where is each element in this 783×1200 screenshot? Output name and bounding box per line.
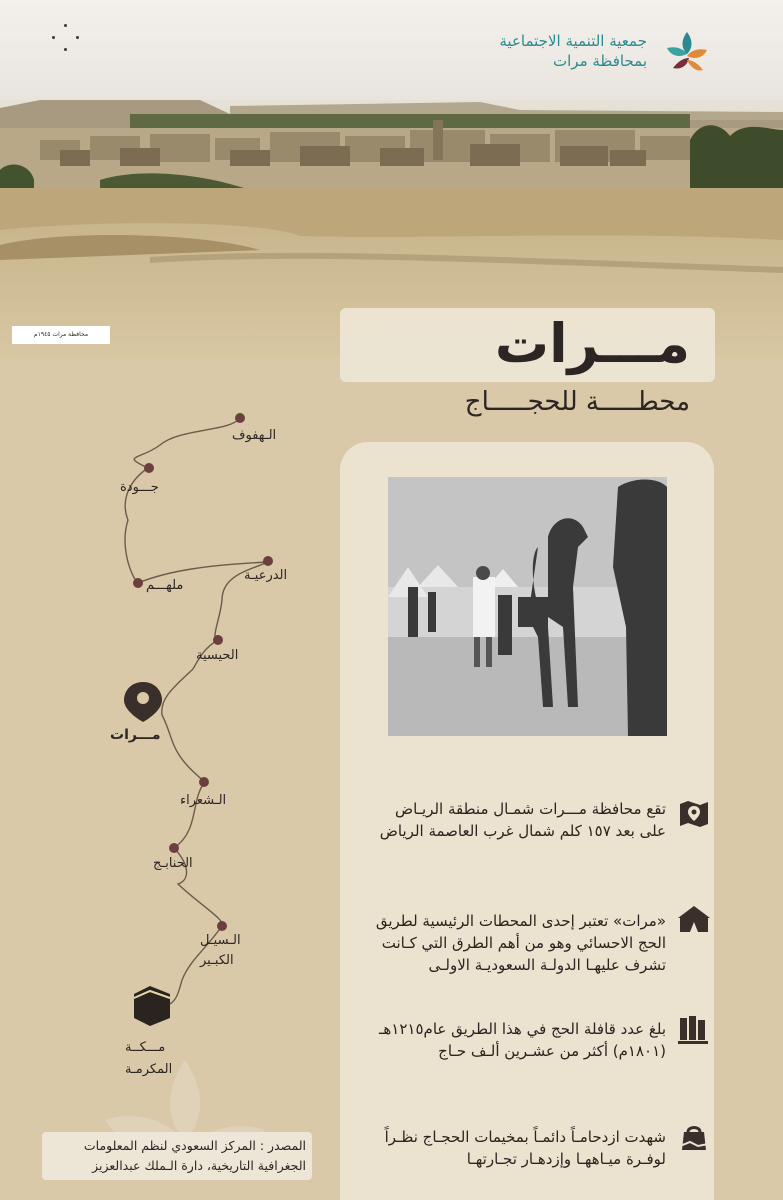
leaf-logo-icon: [663, 28, 711, 76]
source-line2: الجغرافية التاريخية، دارة الـملك عبدالعزيز: [92, 1158, 306, 1173]
fact-station: [344, 910, 666, 976]
fact-caravan-line1: بلغ عدد قافلة الحج في هذا الطريق عام١٢١٥هـ: [378, 1020, 666, 1038]
city-label-malham: ملهـــم: [146, 578, 184, 593]
city-label-shaara: الـشعراء: [180, 793, 227, 808]
fact-trade-line1: شهدت ازدحامـاً دائمـاً بمخيمات الحجـاج نظـراً: [384, 1128, 666, 1146]
books-icon: [676, 1012, 712, 1048]
city-label-hofuf: الـهفوف: [232, 428, 277, 443]
fact-caravan: [344, 1018, 666, 1062]
source-line1: المصدر : المركز السعودي لنظم المعلومات: [83, 1138, 306, 1153]
fact-caravan-line2: (١٨٠١م) أكثر من عشـرين ألـف حـاج: [438, 1042, 666, 1060]
route-map: [100, 400, 340, 1100]
city-dot-hofuf: [235, 413, 245, 423]
fact-station-line2: الحج الاحسائي وهو من أهم الطرق التي كـانت: [381, 934, 666, 952]
city-dot-sail: [217, 921, 227, 931]
pilgrims-photo: [388, 477, 667, 736]
city-dot-jouda: [144, 463, 154, 473]
kaaba-icon: [134, 986, 170, 1026]
city-label-hisiya: الحيسية: [196, 648, 239, 663]
fact-trade: [344, 1126, 666, 1170]
fact-location: [344, 798, 666, 842]
fact-station-line3: تشرف عليهـا الدولـة السعوديـة الاولـى: [428, 956, 666, 974]
fact-trade-line2: لوفـرة ميـاههـا وإزدهـار تجـارتهـا: [466, 1150, 666, 1168]
city-label-marat: مـــرات: [110, 727, 161, 743]
city-label-makkah: مـــكــة: [125, 1040, 166, 1055]
fact-location-line2: على بعد ١٥٧ كلم شمال غرب العاصمة الرياض: [379, 822, 666, 840]
org-name: [499, 31, 647, 71]
city-dot-hanabij: [169, 843, 179, 853]
page-title: مـــرات: [494, 312, 690, 375]
header: [0, 0, 783, 100]
tent-icon: [676, 902, 712, 938]
city-label-mukarramah: المكرمـة: [125, 1062, 173, 1077]
city-dot-diriyah: [263, 556, 273, 566]
city-label-jouda: جـــودة: [120, 480, 159, 495]
location-pin-icon: [124, 682, 162, 722]
city-label-hanabij: الحنابـج: [153, 856, 193, 871]
photo-caption: محافظة مرات ١٩٤٥م: [12, 326, 110, 344]
city-dot-hisiya: [213, 635, 223, 645]
dots-icon[interactable]: [52, 24, 80, 52]
org-name-line1: جمعية التنمية الاجتماعية: [499, 32, 647, 50]
city-label-kabir: الكبـير: [200, 953, 234, 968]
city-dot-shaara: [199, 777, 209, 787]
page-subtitle: محطـــــة للحجـــــاج: [464, 387, 690, 417]
city-dot-malham: [133, 578, 143, 588]
map-pin-icon: [676, 796, 712, 832]
fact-location-line1: تقع محافظة مـــرات شمـال منطقة الريـاض: [394, 800, 666, 818]
source-note: [42, 1132, 312, 1180]
org-name-line2: بمحافظة مرات: [553, 52, 647, 70]
city-label-diriyah: الدرعيـة: [244, 568, 288, 583]
fact-station-line1: «مرات» تعتبر إحدى المحطات الرئيسية لطريق: [375, 912, 666, 930]
city-label-sail: الـسيـل: [200, 933, 241, 948]
bag-icon: [676, 1120, 712, 1156]
